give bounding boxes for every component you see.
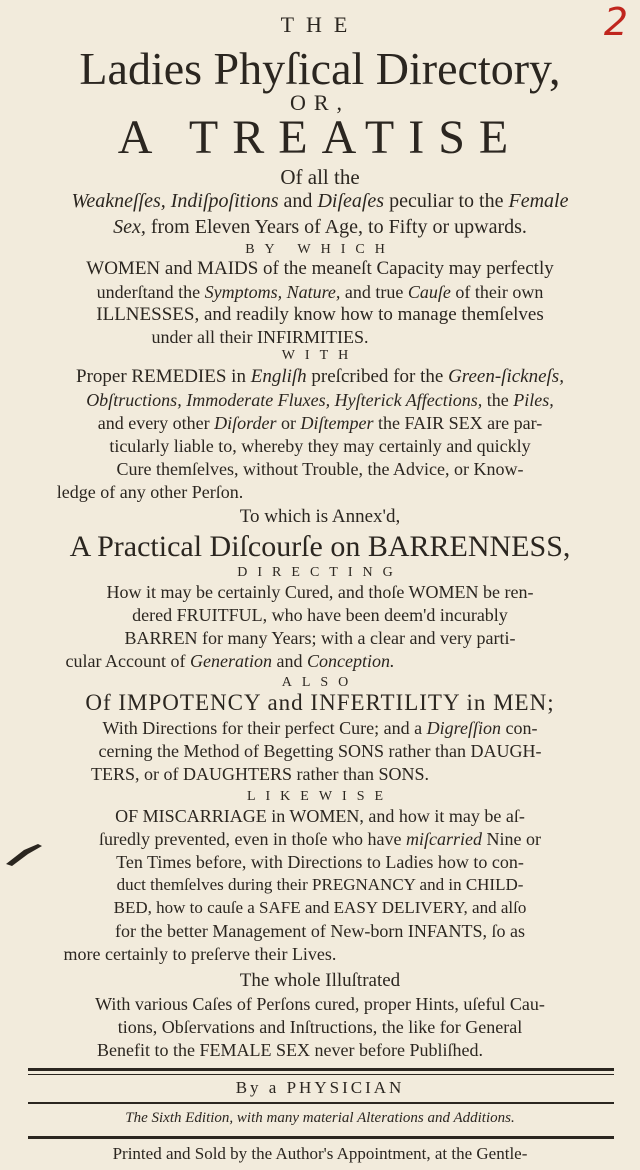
remedies-line-3 (0, 413, 640, 434)
diseases-word: Diſeaſes (317, 190, 385, 212)
text-span: miſcarried (405, 829, 482, 849)
women-line-3: ILLNESSES, and readily know how to manage themſelves (96, 304, 544, 325)
text-span: ſuredly prevented, even in thoſe who have (99, 829, 402, 849)
text-span: con- (505, 718, 538, 738)
remedies-line-1 (0, 366, 640, 388)
miscarriage-line-6: for the better Management of New-born INFANTS, ſo as (114, 921, 526, 941)
shelfmark-annotation: 2 (603, 0, 628, 44)
miscarriage-line-2 (0, 829, 640, 850)
sex-word: Sex, (113, 216, 146, 238)
with-heading: WITH (281, 348, 359, 363)
impotency-line-1 (0, 718, 640, 739)
text-span: With Directions for their perfect Cure; and a (102, 718, 423, 738)
text-span: the (486, 390, 509, 410)
women-line-4: under all their INFIRMITIES. (151, 327, 369, 347)
text-span: of their own (455, 282, 544, 302)
rule-middle (28, 1102, 614, 1104)
text-span: from Eleven Years of Age, to Fifty or upwards. (150, 216, 527, 238)
cases-line-3: Benefit to the FEMALE SEX never before Publiſhed. (97, 1040, 483, 1060)
annexd-line: To which is Annex'd, (239, 506, 401, 527)
impotency-heading: Of IMPOTENCY and INFERTILITY in MEN; (85, 690, 555, 715)
text-span: the FAIR SEX are par- (378, 413, 543, 433)
text-span: peculiar to the (389, 190, 504, 212)
text-span: or (281, 413, 297, 433)
illustrated-line: The whole Illuſtrated (239, 970, 401, 991)
text-span: Conception. (306, 651, 395, 671)
directing-heading: DIRECTING (237, 565, 403, 580)
impotency-line-2: cerning the Method of Begetting SONS rather than DAUGH- (98, 741, 542, 761)
text-span: Green-ſickneſs, (448, 366, 564, 387)
remedies-line-6: ledge of any other Perſon. (56, 482, 244, 502)
rule-top-thin (28, 1074, 614, 1075)
text-span: Immoderate Fluxes, (186, 390, 331, 410)
text-span: Nature, (286, 282, 341, 302)
women-line-1: WOMEN and MAIDS of the meaneſt Capacity may perfectly (86, 258, 554, 279)
cases-line-1: With various Caſes of Perſons cured, proper Hints, uſeful Cau- (95, 994, 545, 1014)
text-span: underſtand the (96, 282, 201, 302)
text-span: Generation (189, 651, 272, 671)
of-all-the: Of all the (280, 165, 360, 189)
cases-line-2: tions, Obſervations and Inſtructions, the like for General (117, 1017, 523, 1037)
female-word: Female (508, 190, 569, 212)
miscarriage-line-3: Ten Times before, with Directions to Ladies how to con- (116, 852, 524, 872)
miscarriage-line-7: more certainly to preſerve their Lives. (63, 944, 337, 964)
directing-line-1: How it may be certainly Cured, and thoſe WOMEN be ren- (106, 582, 534, 602)
text-span: preſcribed for the (311, 366, 444, 387)
remedies-line-2 (0, 390, 640, 411)
title-treatise: A TREATISE (117, 111, 523, 164)
text-span: Proper REMEDIES in (76, 366, 246, 387)
likewise-heading: LIKEWISE (246, 789, 394, 804)
remedies-line-4: ticularly liable to, whereby they may certainly and quickly (109, 436, 531, 456)
weaknesses-line-1 (0, 190, 640, 213)
directing-line-4 (0, 651, 550, 672)
weaknesses-word: Weakneſſes, (71, 190, 166, 212)
text-span: and (276, 651, 303, 671)
miscarriage-line-5: BED, how to cauſe a SAFE and EASY DELIVERY, and alſo (113, 898, 527, 917)
by-which-heading: BY WHICH (245, 242, 395, 257)
impotency-line-3: TERS, or of DAUGHTERS rather than SONS. (91, 764, 429, 784)
text-span: Digreſſion (426, 718, 501, 738)
imprint-line: Printed and Sold by the Author's Appointment, at the Gentle- (112, 1144, 528, 1163)
text-span: Engliſh (250, 366, 307, 387)
remedies-line-5: Cure themſelves, without Trouble, the Advice, or Know- (116, 459, 524, 479)
text-span: Diſorder (214, 413, 277, 433)
edition-line: The Sixth Edition, with many material Alterations and Additions. (125, 1110, 515, 1126)
rule-bottom (28, 1136, 614, 1139)
women-line-2 (0, 282, 640, 303)
text-span: Nine or (486, 829, 541, 849)
text-span: Diſtemper (300, 413, 374, 433)
weaknesses-line-2 (0, 216, 640, 239)
text-span: and (283, 190, 313, 212)
directing-line-2: dered FRUITFUL, who have been deem'd incurably (132, 605, 508, 625)
indispositions-word: Indiſpoſitions (170, 190, 279, 212)
text-span: cular Account of (65, 651, 186, 671)
text-span: and every other (97, 413, 210, 433)
pointing-hand-mark (4, 840, 44, 866)
text-span: Obſtructions, (86, 390, 182, 410)
practical-discourse-heading: A Practical Diſcourſe on BARRENNESS, (69, 530, 571, 563)
miscarriage-line-1: OF MISCARRIAGE in WOMEN, and how it may be aſ- (115, 806, 525, 826)
text-span: Symptoms, (204, 282, 283, 302)
text-span: and true (344, 282, 404, 302)
author-line: By a PHYSICIAN (235, 1078, 405, 1097)
directing-line-3: BARREN for many Years; with a clear and very parti- (124, 628, 516, 648)
text-span: Hyſterick Affections, (334, 390, 483, 410)
title-main: Ladies Phyſical Directory, (79, 43, 561, 94)
rule-top (28, 1068, 614, 1071)
title-the: THE (280, 12, 360, 37)
text-span: Piles, (513, 390, 554, 410)
text-span: Cauſe (407, 282, 451, 302)
also-heading: ALSO (281, 675, 359, 690)
miscarriage-line-4: duct themſelves during their PREGNANCY and in CHILD- (116, 875, 524, 894)
title-or: OR, (289, 90, 351, 115)
